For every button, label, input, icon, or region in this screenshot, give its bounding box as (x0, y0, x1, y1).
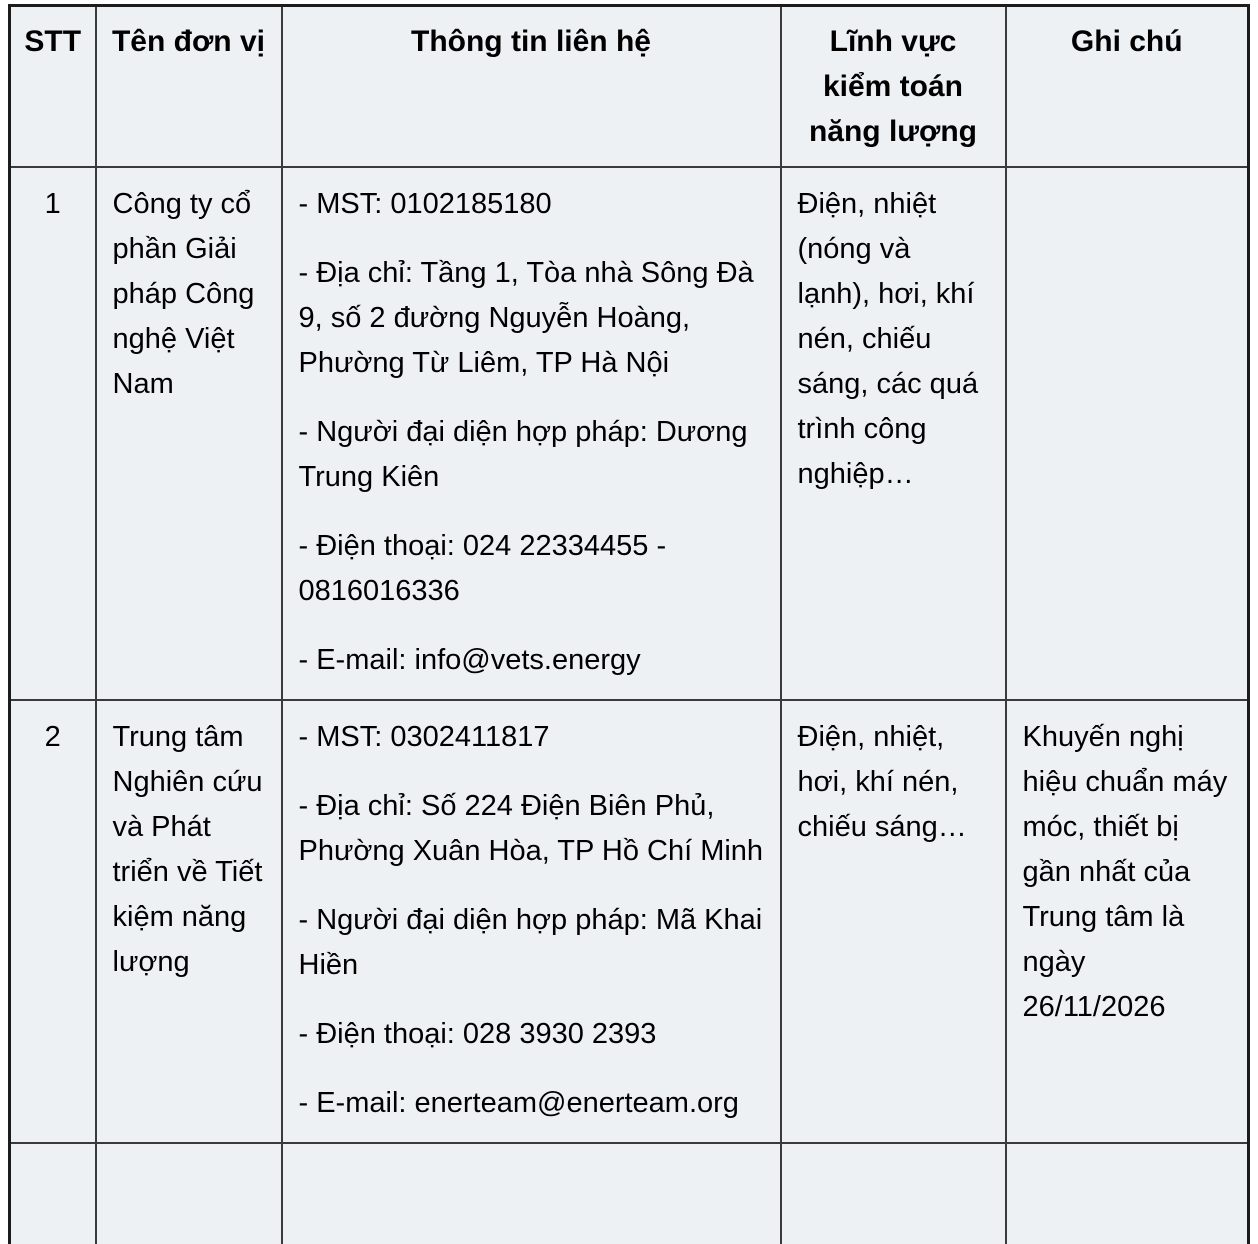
contact-line-mst: - MST: 0302411817 (298, 721, 550, 753)
row3-notes (1006, 1143, 1249, 1244)
contact-line-address: - Địa chỉ: Số 224 Điện Biên Phủ, Phường Xuân Hòa, TP Hồ Chí Minh (298, 790, 764, 867)
contact-line-representative: - Người đại diện hợp pháp: Mã Khai Hiền (298, 904, 763, 981)
row3-contact-info (282, 1143, 781, 1244)
header-audit-fields: Lĩnh vực kiểm toán năng lượng (781, 6, 1006, 168)
row3-stt (10, 1143, 96, 1244)
contact-line-email: - E-mail: enerteam@enerteam.org (298, 1087, 739, 1119)
table-row-partially-visible (10, 1143, 1249, 1244)
row2-unit-name: Trung tâm Nghiên cứu và Phát triển về Tiết kiệm năng lượng (96, 700, 282, 1143)
row2-notes: Khuyến nghị hiệu chuẩn máy móc, thiết bị gần nhất của Trung tâm là ngày 26/11/2026 (1006, 700, 1249, 1143)
header-row (10, 6, 1249, 168)
contact-line-email: - E-mail: info@vets.energy (298, 644, 641, 676)
row1-notes (1006, 167, 1249, 700)
contact-line-phone: - Điện thoại: 024 22334455 - 0816016336 (298, 530, 667, 607)
header-contact-info: Thông tin liên hệ (282, 6, 781, 168)
contact-line-mst: - MST: 0102185180 (298, 188, 552, 220)
row1-contact-info (282, 167, 781, 700)
row2-contact-info (282, 700, 781, 1143)
contact-line-representative: - Người đại diện hợp pháp: Dương Trung Kiên (298, 416, 748, 493)
header-unit-name: Tên đơn vị (96, 6, 282, 168)
row3-audit-fields (781, 1143, 1006, 1244)
row1-audit-fields: Điện, nhiệt (nóng và lạnh), hơi, khí nén, chiếu sáng, các quá trình công nghiệp… (781, 167, 1006, 700)
row2-audit-fields: Điện, nhiệt, hơi, khí nén, chiếu sáng… (781, 700, 1006, 1143)
row3-unit-name (96, 1143, 282, 1244)
contact-line-address: - Địa chỉ: Tầng 1, Tòa nhà Sông Đà 9, số 2 đường Nguyễn Hoàng, Phường Từ Liêm, TP Hà Nội (298, 257, 754, 379)
table-row (10, 167, 1249, 700)
row2-stt: 2 (10, 700, 96, 1143)
row1-unit-name: Công ty cổ phần Giải pháp Công nghệ Việt Nam (96, 167, 282, 700)
header-notes: Ghi chú (1006, 6, 1249, 168)
contact-line-phone: - Điện thoại: 028 3930 2393 (298, 1018, 657, 1050)
table-row (10, 700, 1249, 1143)
energy-audit-organizations-table (8, 4, 1250, 1244)
header-stt: STT (10, 6, 96, 168)
row1-stt: 1 (10, 167, 96, 700)
